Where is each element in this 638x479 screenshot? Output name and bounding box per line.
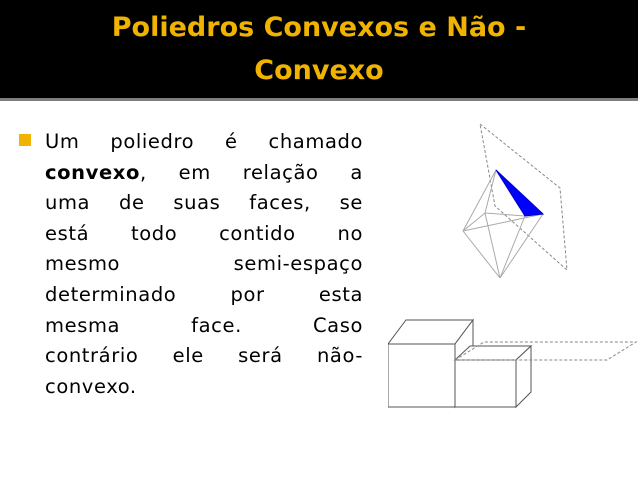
convex-polyhedron-figure <box>455 118 580 278</box>
slide-title-line-1: Poliedros Convexos e Não - <box>111 12 527 43</box>
text-line-2 <box>45 158 363 189</box>
blocks <box>388 320 531 407</box>
bullet-icon <box>19 134 31 146</box>
highlighted-face <box>496 170 543 216</box>
text-line-8: contrário ele será não- <box>45 344 363 368</box>
title-divider <box>0 98 638 101</box>
slide-title <box>0 6 638 92</box>
text-line-4: está todo contido no <box>45 221 363 245</box>
text-line-6: determinado por esta <box>45 282 363 306</box>
text-line-2-rest: , em relação a <box>139 160 363 184</box>
paragraph <box>45 127 363 402</box>
text-line-5: mesmo semi-espaço <box>45 252 363 276</box>
text-line-1: Um poliedro é chamado <box>45 130 363 153</box>
text-line-7: mesma face. Caso <box>45 313 363 337</box>
non-convex-polyhedron-figure <box>388 318 638 410</box>
slide-title-line-2: Convexo <box>254 55 384 86</box>
polyhedron-edges <box>463 170 543 278</box>
bold-term: convexo <box>45 160 140 184</box>
text-line-9: convexo. <box>45 374 137 398</box>
text-line-3: uma de suas faces, se <box>45 191 363 215</box>
body-text <box>45 127 363 402</box>
